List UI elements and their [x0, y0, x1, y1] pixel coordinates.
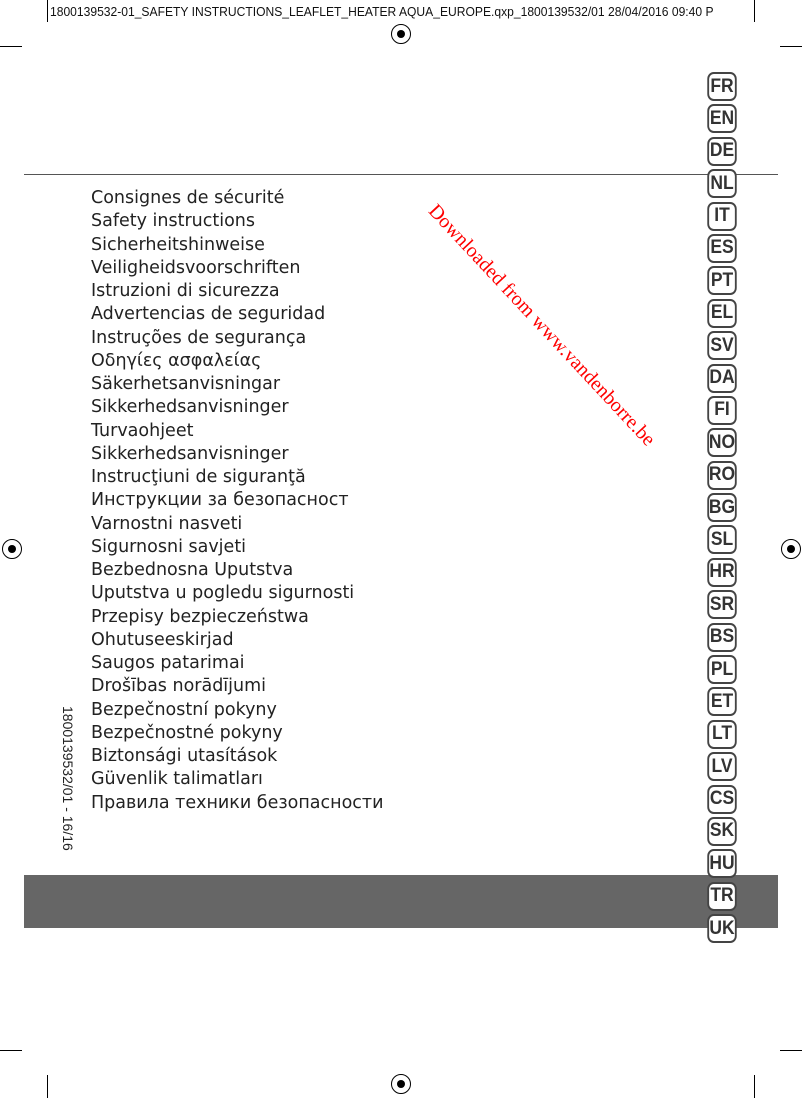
safety-title: Przepisy bezpieczeństwa	[91, 606, 309, 627]
safety-title: Güvenlik talimatları	[91, 769, 263, 790]
language-badge-da: DA	[707, 364, 736, 393]
registration-mark-icon	[391, 1074, 411, 1094]
safety-title: Bezbednosna Uputstva	[91, 560, 294, 580]
language-badge-el: EL	[707, 299, 736, 328]
safety-title: Saugos patarimai	[91, 653, 245, 673]
language-badge-en: EN	[707, 104, 736, 133]
language-badge-it: IT	[707, 202, 736, 231]
safety-title: Instrucţiuni de siguranţă	[91, 467, 306, 487]
language-badge-hu: HU	[707, 849, 736, 878]
safety-title: Instruções de segurança	[91, 327, 307, 348]
crop-mark	[0, 1050, 22, 1051]
language-badge-bg: BG	[707, 493, 736, 522]
safety-title: Sikkerhedsanvisninger	[91, 397, 289, 418]
safety-title: Bezpečnostní pokyny	[91, 699, 277, 720]
language-badge-de: DE	[707, 137, 736, 166]
safety-title: Varnostni nasveti	[91, 513, 243, 534]
safety-title: Biztonsági utasítások	[91, 746, 278, 766]
language-badge-fi: FI	[707, 396, 736, 425]
safety-title: Uputstva u pogledu sigurnosti	[91, 583, 355, 604]
language-badge-et: ET	[707, 687, 736, 716]
language-badge-es: ES	[707, 234, 736, 263]
registration-mark-icon	[391, 24, 411, 44]
watermark: Downloaded from www.vandenborre.be	[423, 200, 660, 451]
crop-mark	[780, 1050, 802, 1051]
language-badge-sv: SV	[707, 331, 736, 360]
safety-titles-list	[91, 187, 383, 815]
divider	[24, 174, 778, 175]
safety-title: Правила техники безопасности	[91, 792, 384, 813]
safety-title: Safety instructions	[91, 211, 256, 232]
safety-title: Turvaohjeet	[91, 420, 194, 441]
language-badge-pl: PL	[707, 655, 736, 684]
language-badge-tr: TR	[707, 882, 736, 911]
safety-title: Ohutuseeskirjad	[91, 629, 234, 650]
document-code: 1800139532/01 - 16/16	[60, 706, 76, 851]
safety-title: Veiligheidsvoorschriften	[91, 257, 301, 278]
crop-mark	[754, 1075, 755, 1098]
language-badge-no: NO	[707, 428, 736, 457]
language-badge-pt: PT	[707, 266, 736, 295]
registration-mark-icon	[781, 539, 801, 559]
language-badge-sl: SL	[707, 525, 736, 554]
safety-title: Οδηγίες ασφαλείας	[91, 350, 262, 371]
crop-mark	[0, 46, 22, 47]
safety-title: Istruzioni di sicurezza	[91, 281, 280, 301]
safety-title: Инструкции за безопасност	[91, 490, 349, 511]
language-badge-sk: SK	[707, 817, 736, 846]
language-badge-sr: SR	[707, 590, 736, 619]
language-tabs	[706, 72, 738, 947]
crop-mark	[47, 1075, 48, 1098]
language-badge-cs: CS	[707, 785, 736, 814]
crop-mark	[754, 0, 755, 22]
language-badge-uk: UK	[707, 914, 736, 943]
language-badge-bs: BS	[707, 623, 736, 652]
safety-title: Sigurnosni savjeti	[91, 536, 247, 557]
crop-mark	[780, 46, 802, 47]
print-slug: 1800139532-01_SAFETY INSTRUCTIONS_LEAFLET_HEATER AQUA_EUROPE.qxp_1800139532/01 28/04/2016 09:40 P	[50, 4, 714, 19]
safety-title: Bezpečnostné pokyny	[91, 722, 283, 743]
registration-mark-icon	[2, 539, 22, 559]
safety-title: Sicherheitshinweise	[91, 234, 265, 255]
language-badge-fr: FR	[707, 72, 736, 101]
language-badge-hr: HR	[707, 558, 736, 587]
footer-band	[24, 875, 778, 928]
crop-mark	[47, 0, 48, 22]
safety-title: Säkerhetsanvisningar	[91, 374, 281, 394]
language-badge-lt: LT	[707, 720, 736, 749]
language-badge-nl: NL	[707, 169, 736, 198]
language-badge-lv: LV	[707, 752, 736, 781]
safety-title: Consignes de sécurité	[91, 188, 285, 208]
safety-title: Sikkerhedsanvisninger	[91, 443, 289, 464]
safety-title: Advertencias de seguridad	[91, 304, 326, 325]
safety-title: Drošības norādījumi	[91, 676, 267, 697]
language-badge-ro: RO	[707, 461, 736, 490]
